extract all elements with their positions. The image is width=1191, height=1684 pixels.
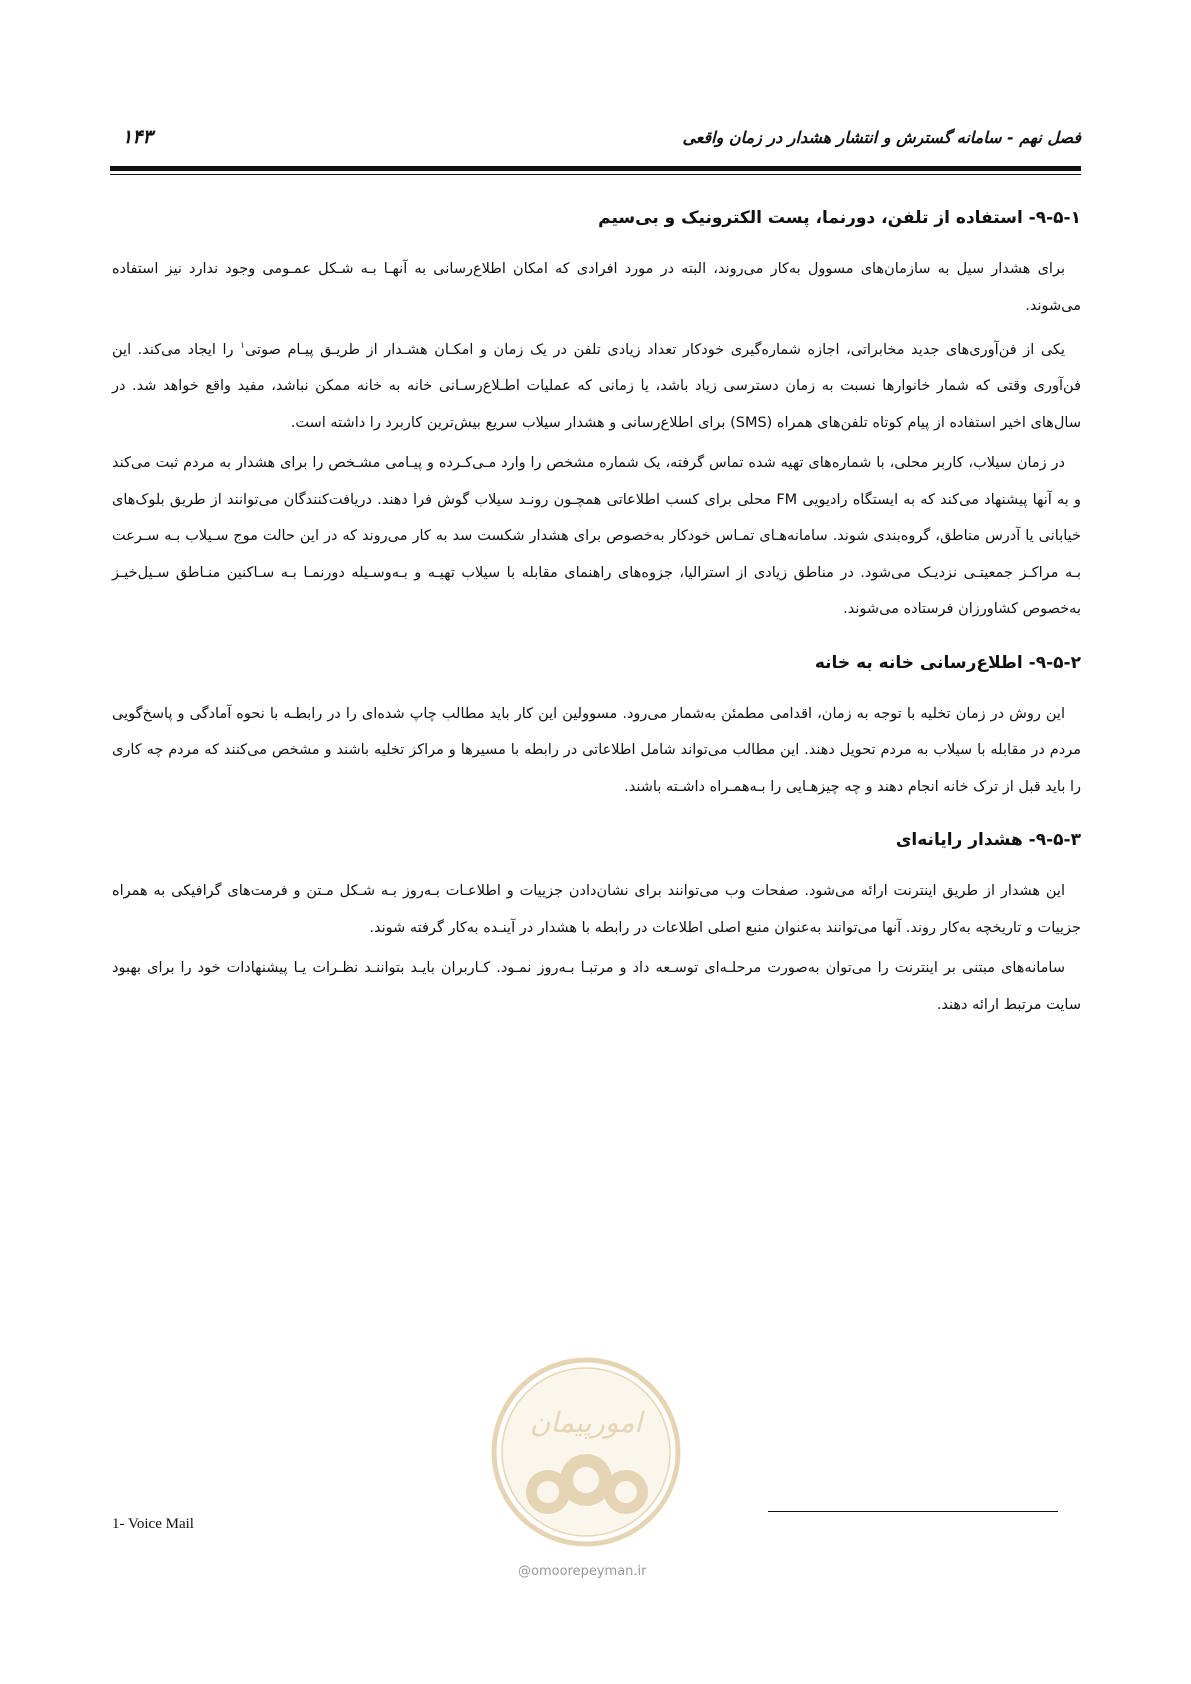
section-heading: ۹-۵-۲- اطلاع‌رسانی خانه به خانه	[814, 652, 1081, 673]
paragraph: این روش در زمان تخلیه با توجه به زمان، اقدامی مطمئن به‌شمار می‌رود. مسوولین این کار باید مطالب چاپ شده‌ای را در رابطـه با نحوه آمادگی و پاسخ‌گویی مردم در مقابله با سیلاب به مردم تحویل دهند. این مطالب می‌تواند شامل اطلاعاتی در رابطه با مسیرها و مراکز تخلیه باشند و مشخص می‌کنند که مردم چه کاری را باید قبل از ترک خانه انجام دهند و چه چیزهـایی را بـه‌همـراه داشـته باشند.	[112, 705, 1081, 795]
header-rule	[110, 166, 1081, 171]
paragraph-text: را ایجاد می‌کند. این فن‌آوری وقتی که شمار خانوارها نسبت به زمان دسترسی زیاد باشد، یا زمانی که عملیات اطـلاع‌رسـانی	[112, 341, 1081, 395]
page-body	[112, 205, 1081, 1027]
paragraph-text: یکی از فن‌آوری‌های جدید مخابراتی، اجازه شماره‌گیری خودکار تعداد زیادی تلفن در یک زمان و امکـان هشـدار از طریـق پیـام صوتی	[244, 341, 1065, 358]
paragraph	[112, 328, 1081, 441]
header-rule-thin	[110, 174, 1081, 175]
watermark-logo	[486, 1352, 686, 1562]
paragraph: برای هشدار سیل به سازمان‌های مسوول به‌کار می‌روند، البته در مورد افرادی که امکان اطلاع‌رسانی به آنهـا بـه شـکل عمـومی وجود ندارد نیز استفاده می‌شوند.	[112, 261, 1081, 314]
footnote-rule	[768, 1511, 1058, 1512]
section-heading: ۹-۵-۳- هشدار رایانه‌ای	[895, 830, 1081, 851]
watermark-url: @omoorepeyman.ir	[518, 1564, 647, 1579]
page-number: ۱۴۳	[122, 126, 153, 148]
watermark-logo-text: امورپیمان	[529, 1406, 643, 1439]
footnote-marker[interactable]: ۱	[240, 341, 245, 351]
running-header	[110, 118, 1081, 166]
paragraph: سامانه‌های مبتنی بر اینترنت را می‌توان به‌صورت مرحلـه‌ای توسـعه داد و مرتبـا بـه‌روز نمـود. کـاربران بایـد بتواننـد نظـرات یـا پیشنهادات خود را برای بهبود سایت مرتبط ارائه دهند.	[112, 960, 1081, 1013]
section-heading: ۹-۵-۱- استفاده از تلفن، دورنما، پست الکترونیک و بی‌سیم	[598, 208, 1081, 228]
paragraph: در زمان سیلاب، کاربر محلی، با شماره‌های تهیه شده تماس گرفته، یک شماره مشخص را وارد مـی‌کـرده و پیـامی مشـخص را برای هشدار به مردم ثبت می‌کند و به آنها پیشنهاد می‌کند که به ایستگاه رادیویی FM محلی برای کسب اطلاعاتی همچـون رونـد سیلاب گوش فرا دهند. دریافت‌کنندگان می‌توانند از طریق بلوک‌های خیابانی یا آدرس مناطق، گروه‌بندی شوند. سامانه‌هـای تمـاس خودکار به‌خصوص برای هشدار شکست سد به کار می‌روند که در این حالت موج سـیلاب بـه سـرعت بـه مراکـز جمعیتـی نزدیـک می‌شود. در مناطق زیادی از استرالیا، جزوه‌های راهنمای مقابله با سیلاب تهیـه و بـه‌وسـیله دورنمـا بـه سـاکنین منـاطق سـیل‌خیـز به‌خصوص کشاورزان فرستاده می‌شوند.	[112, 455, 1081, 618]
chapter-title: فصل نهم - سامانه گسترش و انتشار هشدار در زمان واقعی	[682, 128, 1081, 147]
footnote: 1- Voice Mail	[112, 1516, 194, 1532]
paragraph: این هشدار از طریق اینترنت ارائه می‌شود. صفحات وب می‌توانند برای نشان‌دادن جزییات و اطلاعـات بـه‌روز بـه شـکل مـتن و فرمت‌های گرافیکی به همراه جزییات و تاریخچه به‌کار روند. آنها می‌توانند به‌عنوان منبع اصلی اطلاعات در رابطه با هشدار در آینـده به‌کار گرفته شوند.	[112, 883, 1081, 936]
paragraph-text: خانه به خانه ممکن نباشد، مفید واقع خواهد شد. در سال‌های اخیر استفاده از پیام کوتاه تلفن‌های همراه (SMS) برای اطلاع‌رسانی و هشدار سیلاب سریع بیش‌ترین کاربرد را داشته است.	[112, 378, 1081, 431]
